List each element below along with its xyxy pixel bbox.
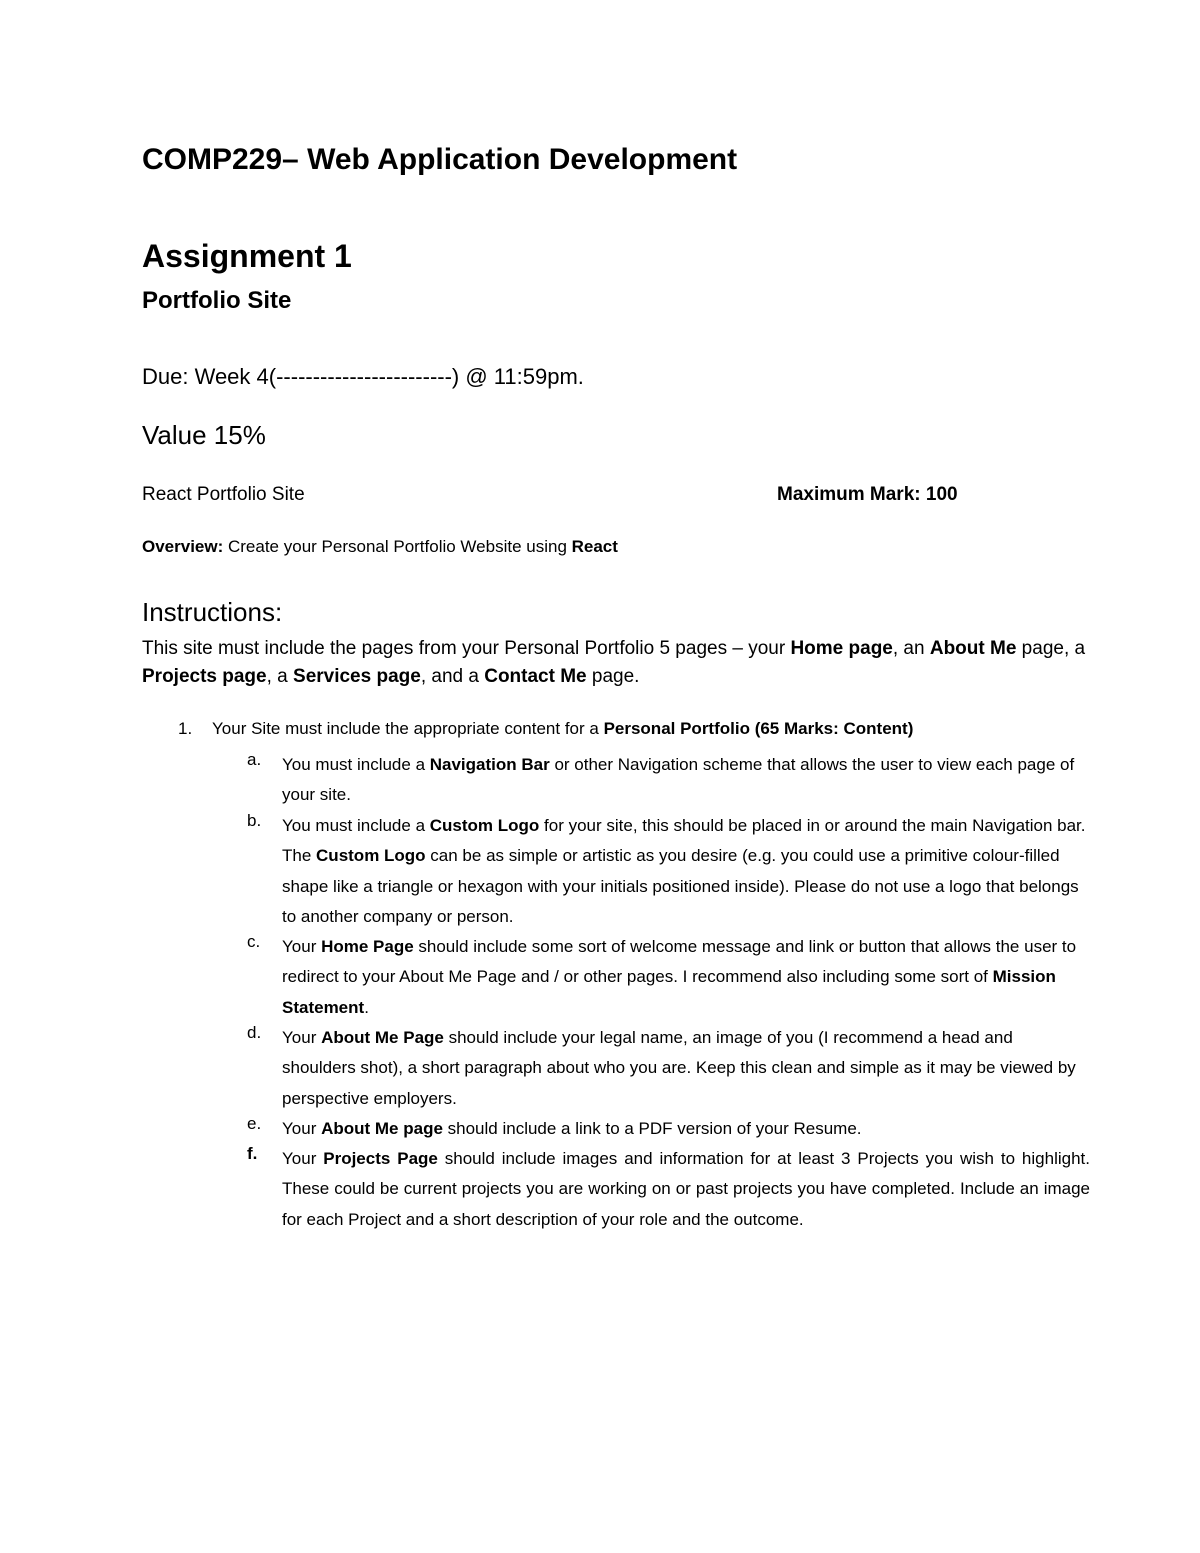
list-item-1: [0, 719, 1200, 749]
text-run: Your: [282, 1028, 322, 1047]
subitem-letter: f.: [247, 1144, 258, 1163]
text-run: This site must include the pages from your Personal Portfolio 5 pages – your: [142, 638, 791, 659]
subitem-text: [282, 1144, 1090, 1235]
bold-text: Projects page: [142, 666, 267, 687]
text-run: .: [364, 997, 369, 1017]
bold-text: Custom Logo: [316, 846, 426, 866]
subitem-letter: e.: [247, 1114, 262, 1133]
text-run: should include a link to a PDF version of your Resume.: [442, 1119, 862, 1138]
text-run: for your site, this should be placed in or around the main Navigation bar. The: [282, 816, 1086, 866]
bold-text: Contact Me: [484, 666, 587, 687]
list-item-plain: Your Site must include the appropriate content for a: [212, 719, 604, 738]
subitem-letter: a.: [247, 750, 262, 769]
bold-text: About Me page: [321, 1119, 443, 1138]
course-title: COMP229– Web Application Development: [142, 143, 738, 176]
text-run: You must include a: [282, 755, 430, 774]
subitem-text: [282, 750, 1090, 811]
overview-text: Create your Personal Portfolio Website using: [223, 537, 572, 556]
list-item-number: 1.: [178, 719, 193, 738]
overview-line: [142, 537, 618, 557]
assignment-value: Value 15%: [142, 420, 266, 450]
bold-text: Home page: [790, 638, 893, 659]
text-run: should include images and information for at least 3 Projects you wish to highlight. These could be current projects you are working on or past projects you have completed. Include an image for each Project and a short description of your role and the outcome.: [282, 1149, 1090, 1229]
subitem-text: [282, 1023, 1090, 1114]
due-date: Due: Week 4(------------------------) @ 11:59pm.: [142, 364, 584, 389]
subitem-letter: d.: [247, 1023, 262, 1042]
bold-text: Navigation Bar: [429, 755, 550, 774]
text-run: should include some sort of welcome message and link or button that allows the user to redirect to your About Me Page and / or other pages. I recommend also including some sort of: [282, 937, 1077, 987]
subitem-letter: b.: [247, 811, 262, 830]
text-run: , a: [266, 666, 294, 687]
text-run: Your: [282, 937, 322, 956]
assignment-subtitle: Portfolio Site: [142, 287, 292, 314]
bold-text: Services page: [293, 666, 421, 687]
text-run: can be as simple or artistic as you desire (e.g. you could use a primitive colour-filled shape like a triangle or hexagon with your initials positioned inside). Please do not use a logo that belongs to another company or person.: [282, 846, 1079, 926]
subitem-text: [282, 932, 1090, 1023]
maximum-mark: Maximum Mark: 100: [777, 484, 958, 505]
text-run: You must include a: [282, 816, 430, 835]
bold-text: About Me: [929, 638, 1017, 659]
list-item-text: [212, 719, 913, 739]
bold-text: Home Page: [321, 937, 414, 956]
subitem-letter: c.: [247, 932, 261, 951]
text-run: page.: [586, 666, 640, 687]
text-run: page, a: [1016, 638, 1086, 659]
text-run: Your: [282, 1149, 324, 1168]
subitem-text: [282, 811, 1090, 932]
text-run: , an: [892, 638, 930, 659]
list-item-bold: Personal Portfolio (65 Marks: Content): [603, 719, 914, 738]
text-run: , and a: [420, 666, 485, 687]
text-run: Your: [282, 1119, 322, 1138]
bold-text: Mission Statement: [282, 967, 1056, 1017]
site-label: React Portfolio Site: [142, 484, 305, 505]
text-run: or other Navigation scheme that allows the user to view each page of your site.: [282, 755, 1075, 805]
subitem-text: [282, 1114, 1090, 1144]
overview-tech: React: [571, 537, 618, 556]
text-run: should include your legal name, an image of you (I recommend a head and shoulders shot), a short paragraph about who you are. Keep this clean and simple as it may be viewed by perspective employers.: [282, 1028, 1076, 1108]
instructions-heading: Instructions:: [142, 597, 283, 627]
bold-text: About Me Page: [321, 1028, 444, 1047]
assignment-title: Assignment 1: [142, 238, 352, 274]
overview-label: Overview:: [142, 537, 224, 556]
instructions-intro: [142, 635, 1092, 691]
bold-text: Custom Logo: [429, 816, 540, 835]
bold-text: Projects Page: [323, 1149, 438, 1168]
